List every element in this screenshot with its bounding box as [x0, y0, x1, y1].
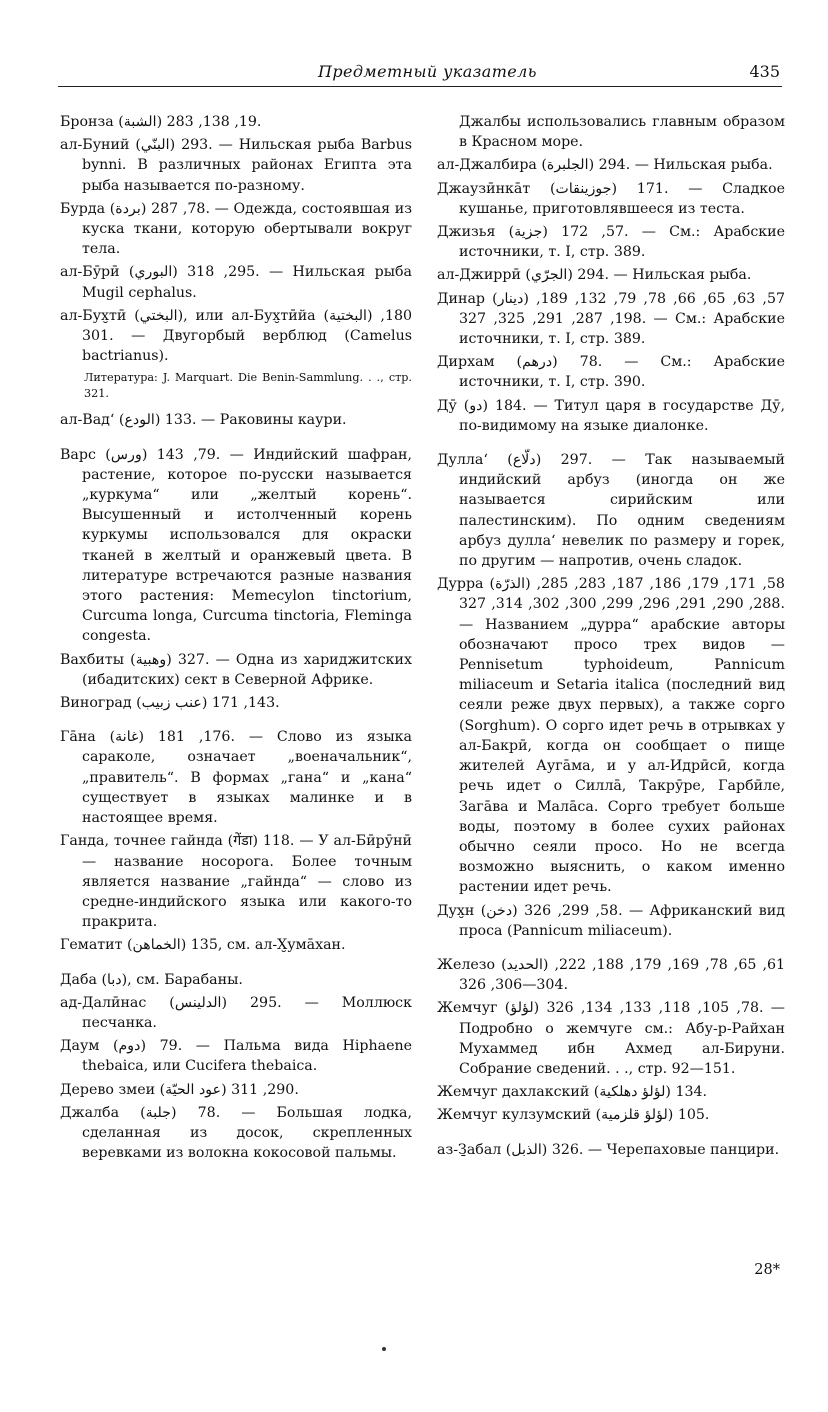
index-entry: ал-Джиррӣ (الجرّي) 294. — Нильская рыба. [437, 267, 752, 284]
index-entry: Жемчуг (لؤلؤ) 78, 105, 118, 133, 134, 326. — Подробно о жемчуге см.: Абу-р-Райхан Мухаммед ибн Ахмед ал-Бируни. Собрание сведений. . ., стр. 92—151. [437, 1000, 785, 1077]
index-entry: Дух̮н (دخن) 58, 299, 326. — Африканский вид проса (Pannicum miliaceum). [437, 902, 785, 939]
signature-mark: 28* [754, 1262, 780, 1278]
index-entry: Дерево змеи (عود الحيّة) 290, 311. [60, 1081, 299, 1098]
index-entry: Вахбиты (وهبية) 327. — Одна из хариджитских (ибадитских) сект в Северной Африке. [60, 651, 412, 688]
index-entry: ал-Вад‘ (الودع) 133. — Раковины каури. [60, 412, 347, 429]
index-entry: ал-Бӯрӣ (البوري) 295, 318. — Нильская рыба Mugil cephalus. [60, 264, 412, 301]
index-entry: Джалба (جلبة) 78. — Большая лодка, сделанная из досок, скрепленных веревками из волокна кокосовой пальмы. [60, 1104, 413, 1162]
page-dot [382, 1347, 386, 1351]
literature-note: Литература: J. Marquart. Die Benin-Sammlung. . ., стр. 321. [84, 371, 412, 401]
index-entry: Виноград (عنب زبيب) 143, 171. [60, 695, 280, 712]
index-entry: ал-Джалбира (الجلبرة) 294. — Нильская рыба. [437, 157, 773, 174]
running-header-title: Предметный указатель [318, 62, 537, 81]
index-entry: Дурра (الذرّة) 58, 171, 179, 186, 187, 283, 285, 288, 290, 291, 296, 299, 300, 302, 314, 327. — Названием „дурра“ арабские авторы обозначают просо трех видов — Pennisetum typhoideum, Pannicum miliaceum и Setaria italica (последний вид сеяли реже двух первых), а также сорго (Sorghum). О сорго идет речь в отрывках у ал-Бакрӣ, когда он сообщает о пище жителей Аугāма, и у ал-Идрӣсӣ, когда речь идет о Силлā, Такрӯре, Гарбӣле, Загāва и Малāса. Сорго требует больше воды, поэтому в более сухих районах обычно сеяли просо. Но не всегда возможно выяснить, о каком именно растении идет речь. [437, 576, 785, 896]
index-entry: Даба (دبا), см. Барабаны. [60, 971, 243, 988]
index-entry: Железо (الحديد) 61, 65, 78, 169, 179, 188, 222, 304—306, 326. [437, 956, 786, 994]
index-entry: Варс (ورس) 79, 143. — Индийский шафран, растение, которое по-русски называется „куркума“ или „желтый корень“. Высушенный и истолченный корень куркумы использовался для окраски тканей в желтый и оранжевый цвета. В литературе встречаются разные названия этого растения: Memecylon tinctorium, Curcuma longa, Curcuma tinctoria, Fleminga congesta. [60, 446, 413, 645]
index-entry: Джалбы использовались главным образом в Красном море. [459, 114, 785, 151]
index-entry: Джизья (جزية) 57, 172. — См.: Арабские источники, т. I, стр. 389. [437, 224, 786, 261]
index-entry: Бурда (بردة) 78, 287. — Одежда, состоявшая из куска ткани, которую обертывали вокруг тела. [60, 200, 412, 258]
index-entry: аз-З̱абал (الذبل) 326. — Черепаховые панцири. [437, 1141, 780, 1158]
index-entry: Гематит (الخماهن) 135, см. ал-Х̮умāхан. [60, 937, 346, 954]
left-column [60, 112, 412, 1166]
index-entry: Жемчуг кулзумский (لؤلؤ قلزمية) 105. [437, 1107, 710, 1124]
page-number: 435 [749, 62, 780, 81]
index-entry: Ганда, точнее гайнда (गेंडा) 118. — У ал-Бӣрӯнӣ — название носорога. Более точным является название „гайнда“ — слово из средне-индийского языка или какого-то пракрита. [60, 833, 412, 931]
index-entry: Джаузӣнкāт (جوزينقات) 171. — Сладкое кушанье, приготовлявшееся из теста. [437, 180, 785, 217]
index-entry: ад-Далӣнас (الدلينس) 295. — Моллюск песчанка. [60, 994, 412, 1031]
index-entry: Жемчуг дахлакский (لؤلؤ دهلكية) 134. [437, 1084, 708, 1101]
index-entry: Дирхам (درهم) 78. — См.: Арабские источники, т. I, стр. 390. [437, 354, 785, 391]
index-entry: Динар (دينار) 57, 63, 65, 66, 78, 79, 132, 189, 198, 287, 291, 325, 327. — См.: Арабские источники, т. I, стр. 389. [437, 290, 786, 348]
index-entry: Бронза (الشبة) 19, 138, 283. [60, 114, 262, 130]
index-entry: Даум (دوم) 79. — Пальма вида Hiphaene thebaica, или Cucifera thebaica. [60, 1038, 413, 1075]
index-entry: ал-Бух̮тӣ (البختي), или ал-Бух̮тӣйа (البختية) 180, 301. — Двугорбый верблюд (Camelus bactrianus). [60, 307, 413, 365]
header-rule [58, 86, 782, 87]
right-column [437, 112, 785, 1163]
index-entry: Дӯ (دو) 184. — Титул царя в государстве Дӯ, по-видимому на языке диалонке. [437, 397, 785, 434]
index-entry: ал-Буний (البنّي) 293. — Нильская рыба Barbus bynni. В различных районах Египта эта рыба называется по-разному. [60, 137, 413, 194]
index-entry: Дулла‘ (دلّاع) 297. — Так называемый индийский арбуз (иногда он же называется сирийским или палестинским). По одним сведениям арбуз дулла‘ невелик по размеру и горек, по другим — напротив, очень сладок. [437, 452, 786, 570]
index-entry: Гāна (غانة) 176, 181. — Слово из языка сараколе, означает „военачальник“, „правитель“. В формах „гана“ и „кана“ существует в языках малинке и в настоящее время. [60, 729, 413, 827]
